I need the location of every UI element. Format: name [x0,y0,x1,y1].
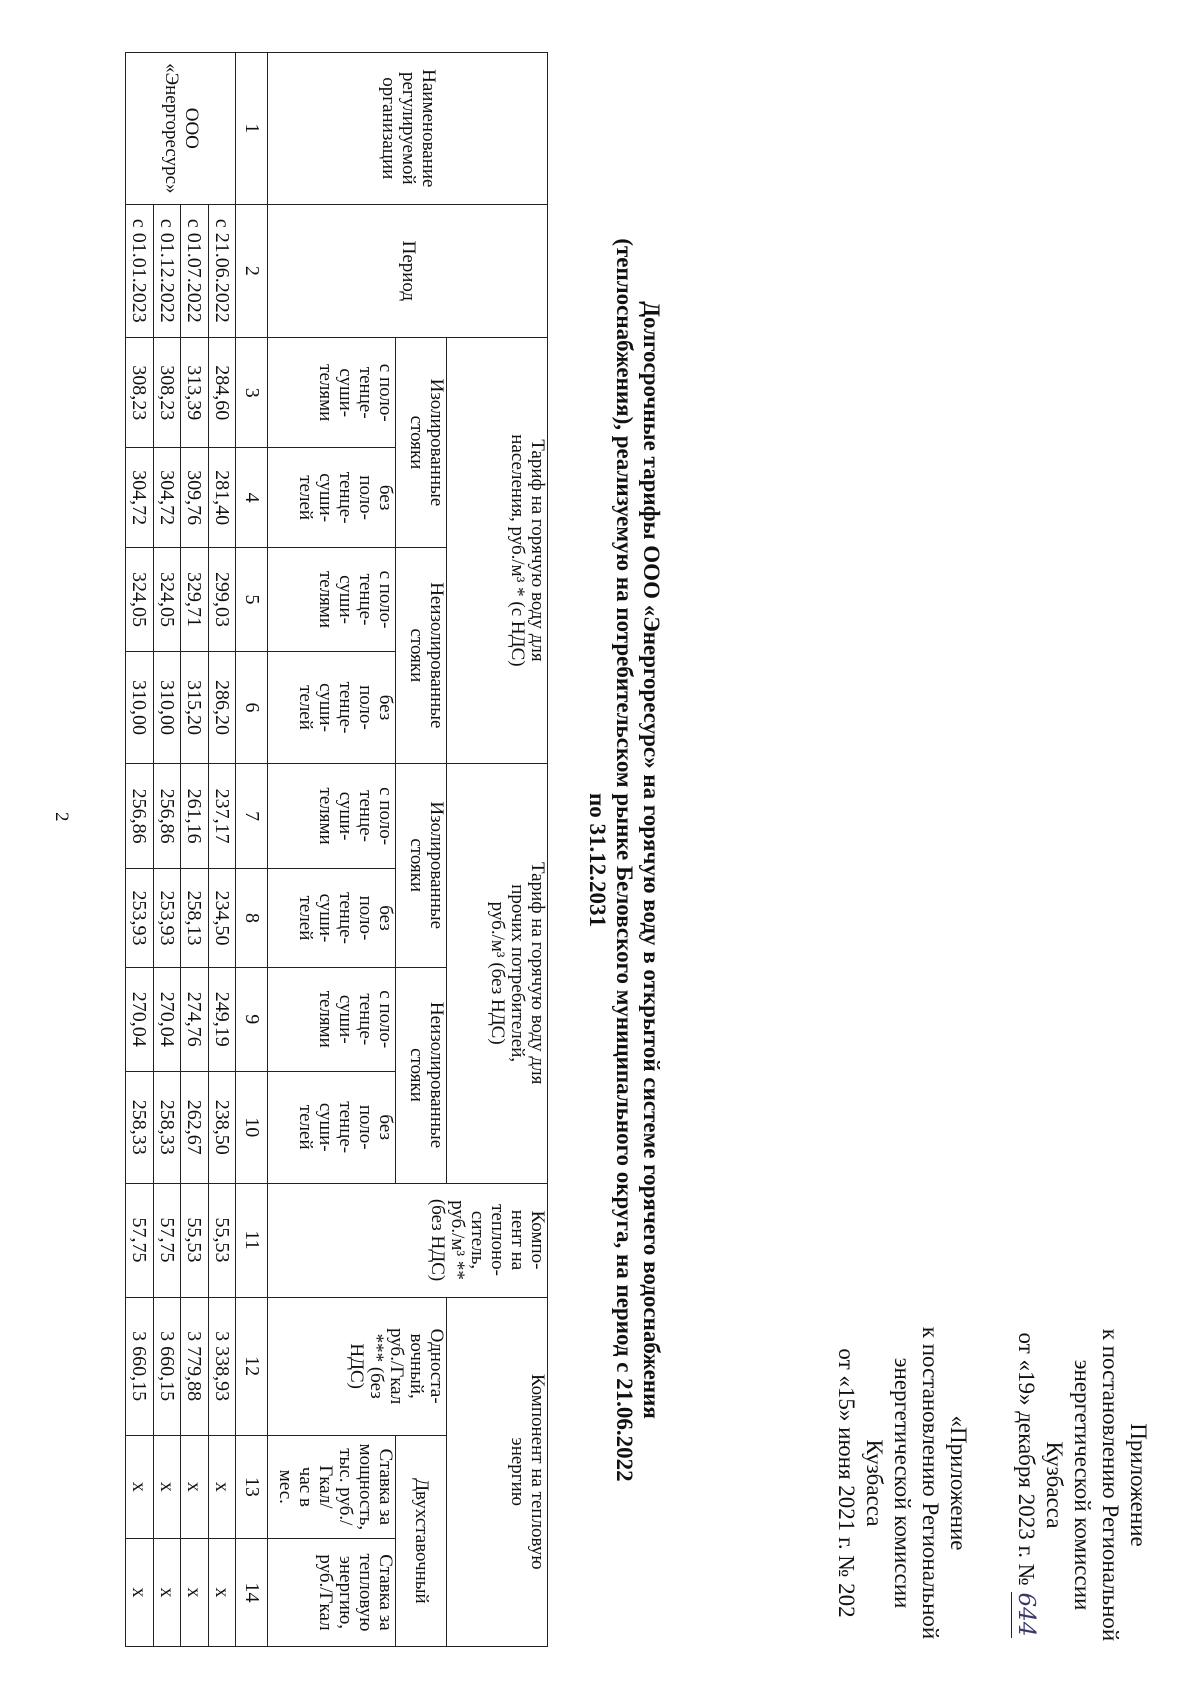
tariff-cell: 3 779,88 [181,1297,209,1435]
tariff-cell: x [181,1538,209,1646]
appendix-line: Кузбасса [862,1439,887,1527]
column-number: 13 [236,1435,268,1538]
header-without-dryers: без поло- тенце- суши- телей [268,869,396,967]
tariff-cell: 315,20 [181,652,209,764]
appendix-line: энергетической комиссии [1070,1359,1095,1611]
column-number: 7 [236,763,268,869]
tariff-cell: 253,93 [153,869,181,967]
tariff-cell: 253,93 [126,869,154,967]
header-two-rate: Двухставочный [396,1435,447,1646]
tariff-cell: x [126,1435,154,1538]
appendix-date-line [1011,1320,1040,1650]
appendix-line: «Приложение [946,1415,971,1551]
tariff-cell: 284,60 [208,338,236,448]
tariff-table [125,52,548,1647]
header-energy-rate: Ставка за тепловую энергию, руб./Гкал [268,1538,396,1646]
tariff-cell: 262,67 [181,1071,209,1183]
appendix-line: Приложение [1126,1423,1151,1547]
tariff-cell: 234,50 [208,869,236,967]
column-number: 12 [236,1297,268,1435]
header-without-dryers: без поло- тенце- суши- телей [268,652,396,764]
column-number: 2 [236,204,268,337]
tariff-cell: 281,40 [208,448,236,547]
column-number: 5 [236,547,268,651]
appendix-line: Кузбасса [1042,1441,1067,1529]
column-number-row [236,53,268,1647]
column-number: 10 [236,1071,268,1183]
column-number: 11 [236,1183,268,1297]
tariff-cell: x [126,1538,154,1646]
tariff-cell: 258,33 [126,1071,154,1183]
appendix-line: к постановлению Региональной [918,1326,943,1640]
tariff-cell: 57,75 [153,1183,181,1297]
tariff-cell: 261,16 [181,763,209,869]
tariff-cell: x [208,1435,236,1538]
tariff-cell: 258,33 [153,1071,181,1183]
tariff-cell: 256,86 [126,763,154,869]
tariff-cell: 310,00 [153,652,181,764]
header-heat-energy: Компонент на тепловую энергию [447,1297,548,1646]
appendix-line: энергетической комиссии [890,1357,915,1609]
column-number: 4 [236,448,268,547]
tariff-cell: 249,19 [208,967,236,1071]
period-cell: с 21.06.2022 [208,204,236,337]
header-capacity-rate: Ставка за мощность, тыс. руб./ Гкал/ час в мес. [268,1435,396,1538]
previous-appendix-header [832,1318,972,1648]
page-number: 2 [51,812,72,822]
header-period: Период [268,204,548,337]
header-with-dryers: с поло- тенце- суши- телями [268,763,396,869]
header-without-dryers: без поло- тенце- суши- телей [268,448,396,547]
header-insulated: Изолированные стояки [396,338,447,548]
appendix-line: от «15» июня 2021 г. № 202 [834,1348,859,1618]
tariff-cell: 313,39 [181,338,209,448]
tariff-cell: 299,03 [208,547,236,651]
table-row [181,53,209,1647]
tariff-cell: 304,72 [126,448,154,547]
tariff-cell: 324,05 [126,547,154,651]
header-without-dryers: без поло- тенце- суши- телей [268,1071,396,1183]
document-title [584,80,665,1640]
tariff-cell: 237,17 [208,763,236,869]
tariff-cell: 304,72 [153,448,181,547]
header-heat-carrier: Компо- нент на теплоно- ситель, руб./м³ ** (без НДС) [268,1183,548,1297]
tariff-cell: 238,50 [208,1071,236,1183]
tariff-cell: 256,86 [153,763,181,869]
appendix-line: к постановлению Региональной [1098,1328,1123,1642]
column-number: 9 [236,967,268,1071]
tariff-cell: 310,00 [126,652,154,764]
column-number: 14 [236,1538,268,1646]
tariff-cell: 274,76 [181,967,209,1071]
title-line: по 31.12.2031 [585,792,610,927]
header-single-rate: Односта- вочный, руб./Гкал *** (без НДС) [268,1297,447,1435]
tariff-cell: x [181,1435,209,1538]
table-row [208,53,236,1647]
organization-name: ООО «Энергоресурс» [126,53,236,205]
tariff-cell: 270,04 [153,967,181,1071]
handwritten-number: 644 [1013,1592,1039,1637]
tariff-cell: 309,76 [181,448,209,547]
period-cell: с 01.01.2023 [126,204,154,337]
period-cell: с 01.07.2022 [181,204,209,337]
tariff-cell: x [153,1435,181,1538]
tariff-cell: 3 660,15 [126,1297,154,1435]
column-number: 6 [236,652,268,764]
title-line: (теплоснабжения), реализуемую на потребительском рынке Беловского муниципального округа, на период с 21.06.2022 [612,238,637,1482]
title-line: Долгосрочные тарифы ООО «Энергоресурс» на горячую воду в открытой системе горячего водоснабжения [639,301,664,1419]
tariff-cell: 3 660,15 [153,1297,181,1435]
header-non-insulated: Неизолированные стояки [396,967,447,1183]
header-organization: Наименование регулируемой организации [268,53,548,205]
header-insulated: Изолированные стояки [396,763,447,967]
column-number: 3 [236,338,268,448]
header-with-dryers: с поло- тенце- суши- телями [268,338,396,448]
header-with-dryers: с поло- тенце- суши- телями [268,967,396,1071]
tariff-cell: 57,75 [126,1183,154,1297]
column-number: 8 [236,869,268,967]
tariff-cell: 270,04 [126,967,154,1071]
tariff-cell: x [153,1538,181,1646]
tariff-cell: 258,13 [181,869,209,967]
tariff-cell: 55,53 [181,1183,209,1297]
tariff-cell: 324,05 [153,547,181,651]
header-with-dryers: с поло- тенце- суши- телями [268,547,396,651]
header-tariff-other: Тариф на горячую воду для прочих потребителей, руб./м³ (без НДС) [447,763,548,1183]
tariff-cell: 308,23 [126,338,154,448]
tariff-cell: 286,20 [208,652,236,764]
period-cell: с 01.12.2022 [153,204,181,337]
appendix-header [1011,1320,1152,1650]
header-non-insulated: Неизолированные стояки [396,547,447,763]
tariff-cell: 308,23 [153,338,181,448]
table-row [153,53,181,1647]
column-number: 1 [236,53,268,205]
appendix-date-text: от «19» декабря 2023 г. № [1014,1332,1039,1586]
tariff-cell: 329,71 [181,547,209,651]
tariff-cell: x [208,1538,236,1646]
header-row [447,53,548,1647]
tariff-cell: 55,53 [208,1183,236,1297]
table-row [126,53,154,1647]
tariff-cell: 3 338,93 [208,1297,236,1435]
header-tariff-population: Тариф на горячую воду для населения, руб./м³ * (с НДС) [447,338,548,764]
